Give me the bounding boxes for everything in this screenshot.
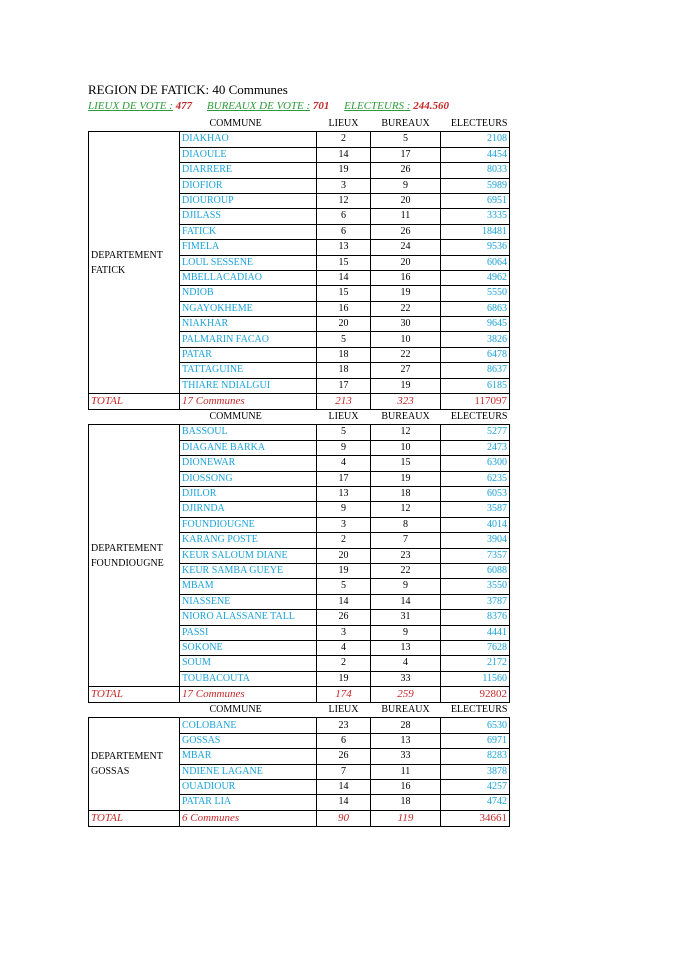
commune-name: SOKONE <box>180 640 317 655</box>
lieux-count: 20 <box>317 548 371 563</box>
commune-name: PATAR LIA <box>180 795 317 810</box>
bureaux-count: 7 <box>371 533 441 548</box>
bureaux-count: 22 <box>371 563 441 578</box>
electeurs-count: 3826 <box>441 332 510 347</box>
lieux-count: 4 <box>317 456 371 471</box>
commune-name: DJIRNDA <box>180 502 317 517</box>
electeurs-count: 4742 <box>441 795 510 810</box>
commune-name: NIORO ALASSANE TALL <box>180 610 317 625</box>
bureaux-count: 20 <box>371 255 441 270</box>
electeurs-count: 4014 <box>441 517 510 532</box>
bureaux-count: 19 <box>371 378 441 393</box>
electeurs-count: 4962 <box>441 270 510 285</box>
bureaux-count: 28 <box>371 718 441 733</box>
lieux-count: 5 <box>317 425 371 440</box>
lieux-count: 19 <box>317 671 371 686</box>
bureaux-count: 18 <box>371 486 441 501</box>
bureaux-count: 18 <box>371 795 441 810</box>
lieux-count: 6 <box>317 733 371 748</box>
lieux-count: 13 <box>317 240 371 255</box>
bureaux-count: 10 <box>371 332 441 347</box>
electeurs-count: 9536 <box>441 240 510 255</box>
electeurs-count: 11560 <box>441 671 510 686</box>
lieux-count: 6 <box>317 209 371 224</box>
total-communes: 17 Communes <box>180 687 317 703</box>
bureaux-count: 12 <box>371 502 441 517</box>
commune-name: FATICK <box>180 224 317 239</box>
bureaux-count: 5 <box>371 132 441 147</box>
total-bureaux: 323 <box>371 394 441 410</box>
lieux-value: 477 <box>175 100 193 112</box>
electeurs-count: 9645 <box>441 317 510 332</box>
electeurs-count: 6064 <box>441 255 510 270</box>
electeurs-count: 3550 <box>441 579 510 594</box>
bureaux-count: 13 <box>371 640 441 655</box>
commune-name: FOUNDIOUGNE <box>180 517 317 532</box>
commune-name: DIARRERE <box>180 163 317 178</box>
commune-name: PATAR <box>180 347 317 362</box>
lieux-count: 17 <box>317 471 371 486</box>
electeurs-count: 6971 <box>441 733 510 748</box>
department-title: FATICK <box>91 264 126 276</box>
bureaux-count: 24 <box>371 240 441 255</box>
bureaux-count: 26 <box>371 163 441 178</box>
bureaux-count: 15 <box>371 456 441 471</box>
lieux-count: 18 <box>317 363 371 378</box>
electeurs-count: 6053 <box>441 486 510 501</box>
commune-name: COLOBANE <box>180 718 317 733</box>
lieux-count: 14 <box>317 594 371 609</box>
total-electeurs: 34661 <box>441 810 510 826</box>
bureaux-count: 27 <box>371 363 441 378</box>
department-label: DEPARTEMENT <box>91 542 163 554</box>
lieux-count: 19 <box>317 563 371 578</box>
bureaux-count: 17 <box>371 147 441 162</box>
total-row <box>89 810 510 826</box>
bureaux-count: 11 <box>371 764 441 779</box>
bureaux-count: 4 <box>371 656 441 671</box>
bureaux-count: 16 <box>371 270 441 285</box>
header-electeurs: ELECTEURS <box>450 118 508 130</box>
commune-name: NIAKHAR <box>180 317 317 332</box>
department-name <box>89 718 180 810</box>
commune-name: FIMELA <box>180 240 317 255</box>
header-lieux: LIEUX <box>328 704 359 716</box>
bureaux-value: 701 <box>312 100 330 112</box>
commune-name: PALMARIN FACAO <box>180 332 317 347</box>
electeurs-count: 5989 <box>441 178 510 193</box>
electeurs-count: 5277 <box>441 425 510 440</box>
total-bureaux: 259 <box>371 687 441 703</box>
electeurs-count: 8637 <box>441 363 510 378</box>
lieux-count: 3 <box>317 625 371 640</box>
electeurs-count: 8033 <box>441 163 510 178</box>
commune-name: SOUM <box>180 656 317 671</box>
bureaux-count: 16 <box>371 780 441 795</box>
commune-name: NDIENE LAGANE <box>180 764 317 779</box>
lieux-count: 14 <box>317 780 371 795</box>
lieux-count: 26 <box>317 749 371 764</box>
electeurs-count: 4441 <box>441 625 510 640</box>
electeurs-count: 6235 <box>441 471 510 486</box>
commune-name: TOUBACOUTA <box>180 671 317 686</box>
commune-name: LOUL SESSENE <box>180 255 317 270</box>
lieux-count: 20 <box>317 317 371 332</box>
lieux-count: 4 <box>317 640 371 655</box>
lieux-count: 5 <box>317 579 371 594</box>
header-electeurs: ELECTEURS <box>450 411 508 423</box>
commune-name: KEUR SAMBA GUEYE <box>180 563 317 578</box>
table-header-row <box>89 117 510 132</box>
bureaux-count: 11 <box>371 209 441 224</box>
total-row <box>89 394 510 410</box>
commune-name: DJILASS <box>180 209 317 224</box>
lieux-count: 6 <box>317 224 371 239</box>
electeurs-count: 18481 <box>441 224 510 239</box>
table-header-row <box>89 410 510 425</box>
total-bureaux: 119 <box>371 810 441 826</box>
lieux-count: 14 <box>317 795 371 810</box>
commune-name: MBAR <box>180 749 317 764</box>
commune-name: DIOSSONG <box>180 471 317 486</box>
communes-table <box>88 117 510 827</box>
electeurs-count: 3587 <box>441 502 510 517</box>
bureaux-count: 22 <box>371 301 441 316</box>
bureaux-count: 20 <box>371 193 441 208</box>
electeurs-count: 5550 <box>441 286 510 301</box>
department-title: FOUNDIOUGNE <box>91 557 164 569</box>
electeurs-value: 244.560 <box>413 100 449 112</box>
bureaux-count: 26 <box>371 224 441 239</box>
header-spacer <box>89 117 180 132</box>
electeurs-count: 6863 <box>441 301 510 316</box>
lieux-count: 26 <box>317 610 371 625</box>
commune-name: NIASSENE <box>180 594 317 609</box>
commune-name: DIOUROUP <box>180 193 317 208</box>
header-lieux: LIEUX <box>328 118 359 130</box>
commune-name: THIARE NDIALGUI <box>180 378 317 393</box>
bureaux-count: 33 <box>371 749 441 764</box>
electeurs-count: 6530 <box>441 718 510 733</box>
total-lieux: 174 <box>317 687 371 703</box>
total-label: TOTAL <box>89 394 180 410</box>
commune-name: DIOFIOR <box>180 178 317 193</box>
header-lieux: LIEUX <box>328 411 359 423</box>
header-commune: COMMUNE <box>209 704 262 716</box>
commune-name: MBELLACADIAO <box>180 270 317 285</box>
total-communes: 17 Communes <box>180 394 317 410</box>
commune-name: NGAYOKHEME <box>180 301 317 316</box>
table-header-row <box>89 703 510 718</box>
lieux-count: 9 <box>317 440 371 455</box>
commune-name: DIAGANE BARKA <box>180 440 317 455</box>
bureaux-count: 23 <box>371 548 441 563</box>
electeurs-count: 6951 <box>441 193 510 208</box>
bureaux-count: 10 <box>371 440 441 455</box>
commune-name: TATTAGUINE <box>180 363 317 378</box>
header-bureaux: BUREAUX <box>381 411 430 423</box>
total-row <box>89 687 510 703</box>
summary-line <box>88 100 449 112</box>
commune-name: DJILOR <box>180 486 317 501</box>
commune-name: OUADIOUR <box>180 780 317 795</box>
department-name <box>89 132 180 394</box>
header-electeurs: ELECTEURS <box>450 704 508 716</box>
lieux-count: 9 <box>317 502 371 517</box>
electeurs-count: 6478 <box>441 347 510 362</box>
lieux-count: 14 <box>317 270 371 285</box>
lieux-count: 2 <box>317 533 371 548</box>
lieux-count: 17 <box>317 378 371 393</box>
electeurs-count: 3904 <box>441 533 510 548</box>
department-label: DEPARTEMENT <box>91 751 163 763</box>
lieux-count: 3 <box>317 517 371 532</box>
lieux-count: 14 <box>317 147 371 162</box>
electeurs-count: 6300 <box>441 456 510 471</box>
department-label: DEPARTEMENT <box>91 249 163 261</box>
commune-name: DIONEWAR <box>180 456 317 471</box>
bureaux-count: 9 <box>371 579 441 594</box>
electeurs-count: 2172 <box>441 656 510 671</box>
table-row <box>89 132 510 147</box>
total-electeurs: 92802 <box>441 687 510 703</box>
total-communes: 6 Communes <box>180 810 317 826</box>
total-lieux: 90 <box>317 810 371 826</box>
electeurs-count: 6088 <box>441 563 510 578</box>
lieux-count: 2 <box>317 656 371 671</box>
electeurs-count: 4454 <box>441 147 510 162</box>
lieux-count: 16 <box>317 301 371 316</box>
electeurs-count: 7357 <box>441 548 510 563</box>
commune-name: NDIOB <box>180 286 317 301</box>
lieux-count: 7 <box>317 764 371 779</box>
lieux-count: 23 <box>317 718 371 733</box>
electeurs-count: 3787 <box>441 594 510 609</box>
header-spacer <box>89 703 180 718</box>
total-label: TOTAL <box>89 810 180 826</box>
bureaux-count: 30 <box>371 317 441 332</box>
commune-name: MBAM <box>180 579 317 594</box>
electeurs-count: 7628 <box>441 640 510 655</box>
lieux-count: 3 <box>317 178 371 193</box>
table-row <box>89 718 510 733</box>
department-title: GOSSAS <box>91 766 130 778</box>
bureaux-count: 13 <box>371 733 441 748</box>
bureaux-count: 12 <box>371 425 441 440</box>
total-label: TOTAL <box>89 687 180 703</box>
bureaux-count: 31 <box>371 610 441 625</box>
electeurs-count: 3878 <box>441 764 510 779</box>
lieux-count: 13 <box>317 486 371 501</box>
bureaux-count: 9 <box>371 178 441 193</box>
header-spacer <box>89 410 180 425</box>
lieux-count: 5 <box>317 332 371 347</box>
lieux-count: 19 <box>317 163 371 178</box>
bureaux-count: 19 <box>371 471 441 486</box>
commune-name: KEUR SALOUM DIANE <box>180 548 317 563</box>
table-row <box>89 425 510 440</box>
header-commune: COMMUNE <box>209 118 262 130</box>
page-title: REGION DE FATICK: 40 Communes <box>88 82 288 97</box>
electeurs-label: ELECTEURS : <box>344 100 411 112</box>
bureaux-count: 8 <box>371 517 441 532</box>
electeurs-count: 2473 <box>441 440 510 455</box>
bureaux-count: 9 <box>371 625 441 640</box>
lieux-count: 15 <box>317 255 371 270</box>
electeurs-count: 2108 <box>441 132 510 147</box>
lieux-count: 12 <box>317 193 371 208</box>
electeurs-count: 3335 <box>441 209 510 224</box>
bureaux-label: BUREAUX DE VOTE : <box>206 100 311 112</box>
commune-name: DIAOULE <box>180 147 317 162</box>
lieux-label: LIEUX DE VOTE : <box>88 100 173 112</box>
bureaux-count: 22 <box>371 347 441 362</box>
commune-name: BASSOUL <box>180 425 317 440</box>
commune-name: DIAKHAO <box>180 132 317 147</box>
electeurs-count: 4257 <box>441 780 510 795</box>
electeurs-count: 6185 <box>441 378 510 393</box>
commune-name: KARANG POSTE <box>180 533 317 548</box>
electeurs-count: 8376 <box>441 610 510 625</box>
header-bureaux: BUREAUX <box>381 704 430 716</box>
bureaux-count: 14 <box>371 594 441 609</box>
lieux-count: 15 <box>317 286 371 301</box>
lieux-count: 2 <box>317 132 371 147</box>
commune-name: GOSSAS <box>180 733 317 748</box>
lieux-count: 18 <box>317 347 371 362</box>
bureaux-count: 33 <box>371 671 441 686</box>
total-lieux: 213 <box>317 394 371 410</box>
total-electeurs: 117097 <box>441 394 510 410</box>
bureaux-count: 19 <box>371 286 441 301</box>
commune-name: PASSI <box>180 625 317 640</box>
header-bureaux: BUREAUX <box>381 118 430 130</box>
electeurs-count: 8283 <box>441 749 510 764</box>
header-commune: COMMUNE <box>209 411 262 423</box>
department-name <box>89 425 180 687</box>
